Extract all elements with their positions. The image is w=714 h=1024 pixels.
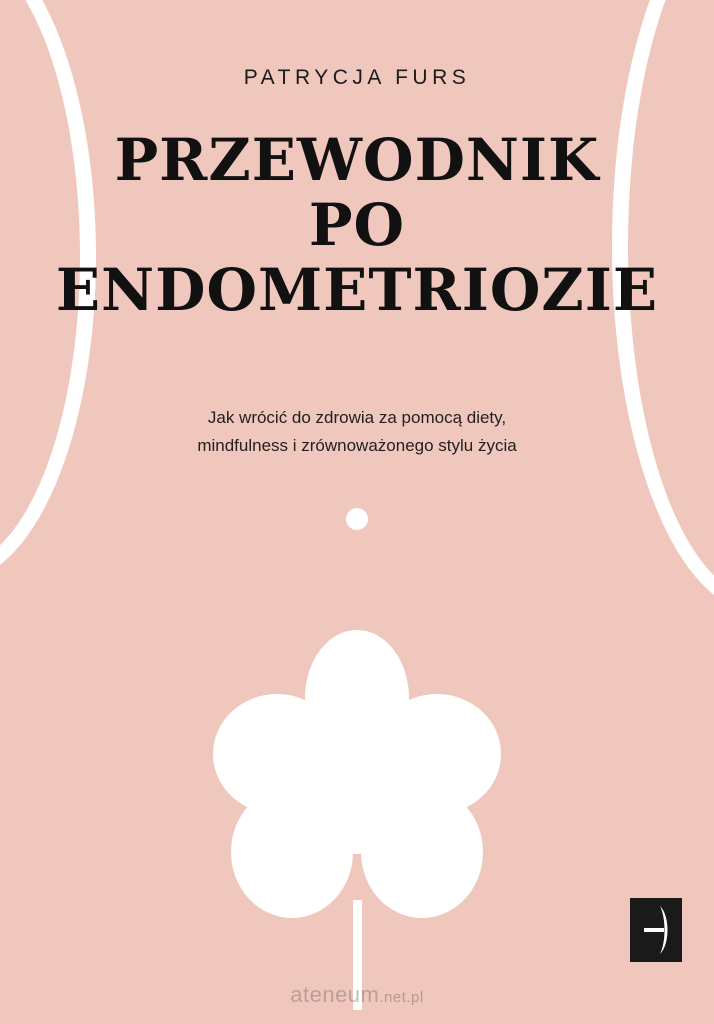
- dot-icon: [346, 508, 368, 530]
- watermark-suffix: .net.pl: [379, 989, 424, 1006]
- subtitle-line-2: mindfulness i zrównoważonego stylu życia: [197, 436, 517, 456]
- subtitle: [0, 404, 714, 460]
- watermark-main: ateneum: [290, 982, 380, 1007]
- flower-center: [291, 722, 423, 854]
- title-line-1: PRZEWODNIK: [114, 126, 600, 194]
- page-title: [0, 128, 714, 323]
- title-line-2: PO: [308, 190, 406, 259]
- publisher-logo-icon: [630, 898, 682, 962]
- flower-icon: [197, 630, 517, 930]
- title-line-3: ENDOMETRIOZIE: [55, 255, 659, 324]
- author-name: PATRYCJA FURS: [243, 66, 471, 89]
- watermark: [0, 982, 714, 1008]
- subtitle-line-1: Jak wrócić do zdrowia za pomocą diety,: [207, 408, 507, 427]
